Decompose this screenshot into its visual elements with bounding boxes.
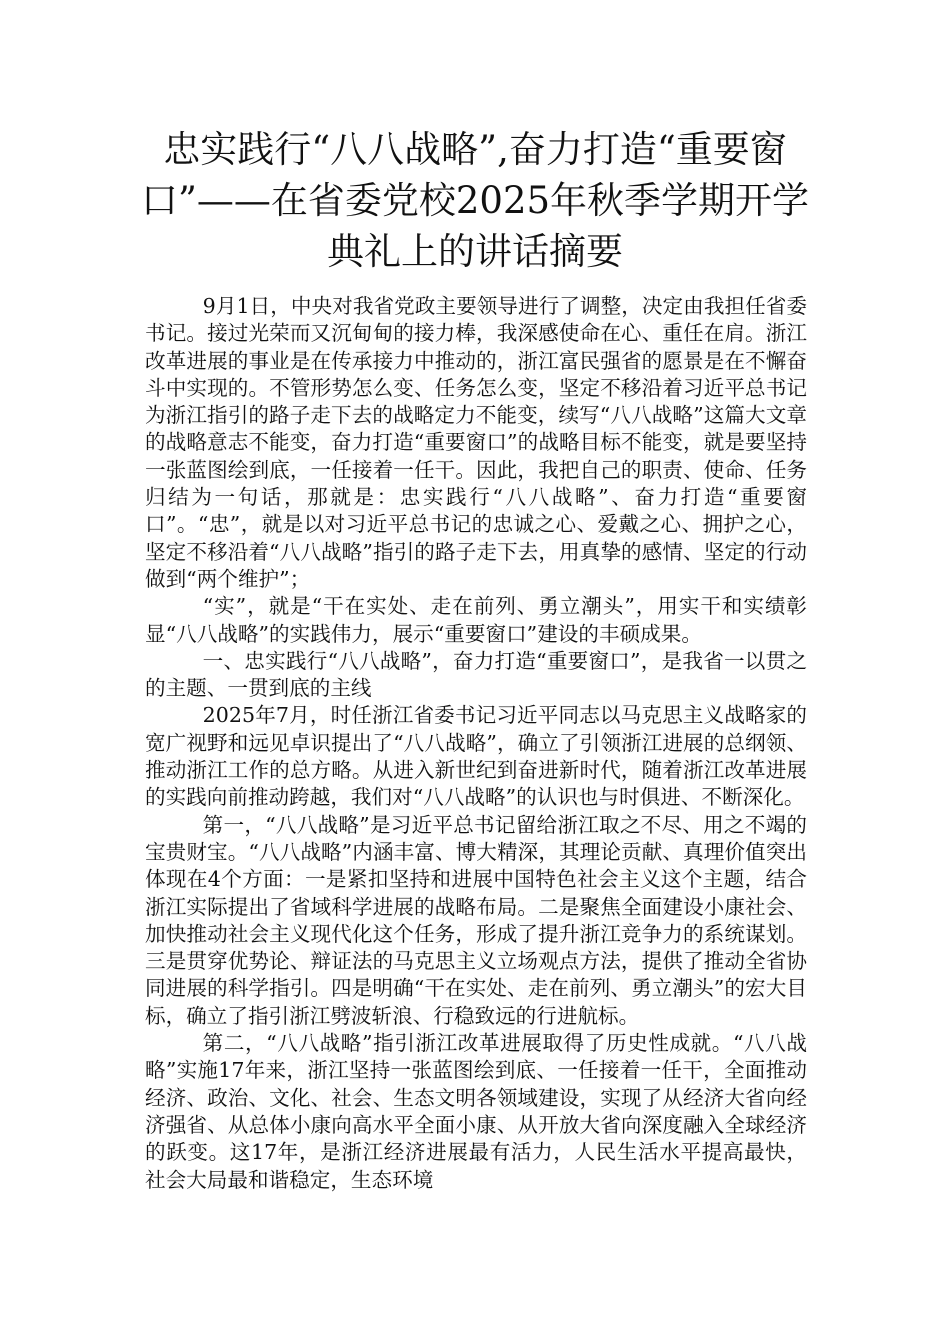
paragraph-1: 9月1日，中央对我省党政主要领导进行了调整，决定由我担任省委书记。接过光荣而又沉甸甸的接力棒，我深感使命在心、重任在肩。浙江改革进展的事业是在传承接力中推动的，浙江富民强省的愿景是在不懈奋斗中实现的。不管形势怎么变、任务怎么变，坚定不移沿着习近平总书记为浙江指引的路子走下去的战略定力不能变，续写“八八战略”这篇大文章的战略意志不能变，奋力打造“重要窗口”的战略目标不能变，就是要坚持一张蓝图绘到底，一任接着一任干。因此，我把自己的职责、使命、任务归结为一句话，那就是：忠实践行“八八战略”、奋力打造“重要窗口”。“忠”，就是以对习近平总书记的忠诚之心、爱戴之心、拥护之心，坚定不移沿着“八八战略”指引的路子走下去，用真挚的感情、坚定的行动做到“两个维护”； [145, 294, 807, 591]
paragraph-3: 2025年7月，时任浙江省委书记习近平同志以马克思主义战略家的宽广视野和远见卓识提出了“八八战略”，确立了引领浙江进展的总纲领、推动浙江工作的总方略。从进入新世纪到奋进新时代，随着浙江改革进展的实践向前推动跨越，我们对“八八战略”的认识也与时俱进、不断深化。 [145, 703, 807, 810]
paragraph-5: 第二，“八八战略”指引浙江改革进展取得了历史性成就。“八八战略”实施17年来，浙江坚持一张蓝图绘到底、一任接着一任干，全面推动经济、政治、文化、社会、生态文明各领域建设，实现了从经济大省向经济强省、从总体小康向高水平全面小康、从开放大省向深度融入全球经济的跃变。这17年，是浙江经济进展最有活力，人民生活水平提高最快，社会大局最和谐稳定，生态环境 [145, 1031, 807, 1192]
section-heading-1: 一、忠实践行“八八战略”，奋力打造“重要窗口”，是我省一以贯之的主题、一贯到底的主线 [145, 648, 807, 701]
document-title: 忠实践行“八八战略”,奋力打造“重要窗口”——在省委党校2025年秋季学期开学典礼上的讲话摘要 [140, 128, 810, 273]
paragraph-4: 第一，“八八战略”是习近平总书记留给浙江取之不尽、用之不竭的宝贵财宝。“八八战略”内涵丰富、博大精深，其理论贡献、真理价值突出体现在4个方面：一是紧扣坚持和进展中国特色社会主义这个主题，结合浙江实际提出了省域科学进展的战略布局。二是聚焦全面建设小康社会、加快推动社会主义现代化这个任务，形成了提升浙江竞争力的系统谋划。三是贯穿优势论、辩证法的马克思主义立场观点方法，提供了推动全省协同进展的科学指引。四是明确“干在实处、走在前列、勇立潮头”的宏大目标，确立了指引浙江劈波斩浪、行稳致远的行进航标。 [145, 812, 807, 1028]
paragraph-2: “实”，就是“干在实处、走在前列、勇立潮头”，用实干和实绩彰显“八八战略”的实践伟力，展示“重要窗口”建设的丰硕成果。 [145, 594, 807, 646]
document-body [145, 293, 807, 1194]
